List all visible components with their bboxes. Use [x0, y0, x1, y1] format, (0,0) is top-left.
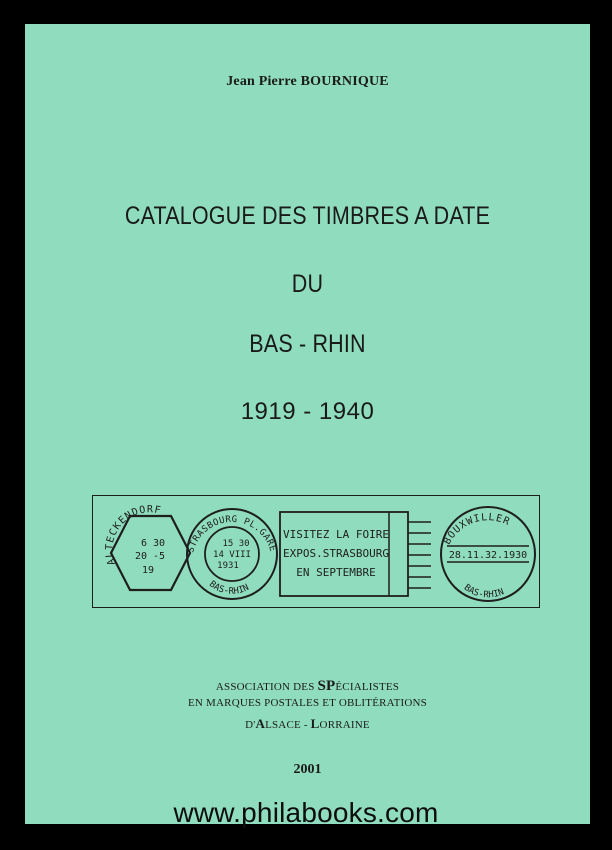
publisher-line-3	[25, 716, 590, 732]
postmark-town-strasbourg: STRASBOURG PL.GARE	[186, 514, 278, 554]
flag-line-1: VISITEZ LA FOIRE	[283, 528, 389, 541]
title-line-1: CATALOGUE DES TIMBRES A DATE	[124, 202, 491, 230]
flag-line-3: EN SEPTEMBRE	[296, 566, 376, 579]
publisher-initial: A	[255, 716, 266, 731]
postmark-time: 6 30	[140, 538, 166, 549]
svg-text:BAS-RHIN	[462, 583, 506, 601]
strasbourg-postmark	[186, 509, 277, 599]
publisher-text: LSACE -	[265, 719, 311, 731]
watermark-url: www.philabooks.com	[173, 797, 439, 828]
publisher-line-1	[25, 678, 590, 695]
publication-year: 2001	[293, 762, 322, 777]
author-name: Jean Pierre BOURNIQUE	[226, 74, 389, 89]
postmark-year: 19	[141, 565, 155, 576]
flag-cancellation	[280, 512, 431, 596]
title-years: 1919 - 1940	[240, 398, 375, 425]
postmark-date-3: 28.11.32.1930	[448, 550, 528, 561]
publisher-initials: SP	[317, 678, 336, 694]
title-line-3: BAS - RHIN	[249, 330, 366, 358]
postmark-year-2: 1931	[217, 561, 239, 571]
postmark-date-2: 14 VIII	[213, 550, 251, 560]
postmark-date: 20 -5	[134, 551, 166, 562]
publisher-line-2: EN MARQUES POSTALES ET OBLITÉRATIONS	[188, 697, 427, 709]
postmark-bas-rhin: BAS-RHIN	[207, 579, 251, 597]
flag-line-2: EXPOS.STRASBOURG	[283, 547, 389, 560]
publisher-text: D'	[245, 719, 256, 731]
postmark-town-bouxwiller: BOUXWILLER	[441, 512, 512, 547]
publisher-text: ÉCIALISTES	[335, 681, 400, 693]
title-line-2: DU	[291, 270, 324, 298]
publisher-text: ORRAINE	[319, 719, 370, 731]
postmark-bas-rhin-2: BAS-RHIN	[461, 582, 506, 601]
publisher-text: ASSOCIATION DES	[215, 681, 318, 693]
book-cover	[25, 24, 590, 824]
hexagonal-postmark	[104, 504, 190, 590]
publisher-initial: L	[310, 716, 320, 731]
postmark-time-2: 15 30	[222, 539, 250, 549]
postmark-illustrations	[92, 495, 540, 608]
svg-text:BOUXWILLER	[442, 512, 512, 547]
bouxwiller-postmark	[441, 507, 535, 601]
postmark-town-altecken: ALTECKENDORF	[104, 504, 163, 567]
